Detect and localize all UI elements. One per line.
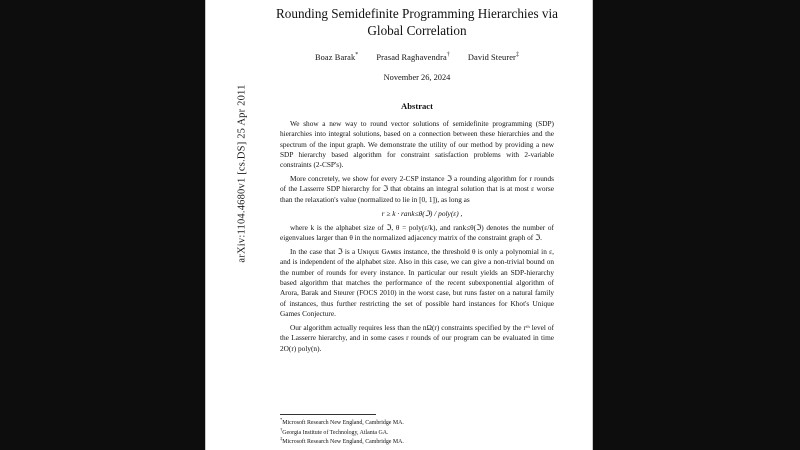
author-1 (315, 53, 358, 62)
footnote-3-mark: ‡ (280, 436, 283, 442)
author-3 (468, 53, 519, 62)
author-2-name: Prasad Raghavendra (376, 52, 447, 62)
footnote-2-text: Georgia Institute of Technology, Atlanta GA. (282, 429, 389, 436)
abstract-paragraph-3: where k is the alphabet size of ℑ, θ = poly(ε/k), and rank≤θ(ℑ) denotes the number of eigenvalues larger than θ in the normalized adjacency matrix of the constraint graph of ℑ. (280, 222, 554, 243)
abstract-paragraph-2: More concretely, we show for every 2-CSP instance ℑ a rounding algorithm for r rounds of the Lasserre SDP hierarchy for ℑ that obtains an integral solution that is at most ε worse than the relaxation's value (normalized to lie in [0, 1]), as long as (280, 174, 554, 204)
author-3-name: David Steurer (467, 52, 516, 62)
author-list (268, 53, 566, 62)
author-3-mark: ‡ (515, 51, 520, 58)
right-dark-margin (592, 0, 800, 450)
footnote-1-mark: * (280, 417, 283, 423)
page-content (268, 0, 566, 450)
footnote-1 (280, 419, 570, 429)
footnote-3 (280, 438, 570, 448)
author-2 (376, 53, 450, 62)
publication-date: November 26, 2024 (383, 72, 451, 82)
abstract-paragraph-4: In the case that ℑ is a Uɴɪǫᴜᴇ Gᴀᴍᴇs instance, the threshold θ is only a polynomial in ε, and is independent of the alphabet size. Also in this case, we can give a non-trivial bound on the number of rounds for every instance. In particular our result yields an SDP-hierarchy based algorithm that matches the performance of the recent subexponential algorithm of Arora, Barak and Steurer (FOCS 2010) in the worst case, but runs faster on a natural family of instances, thus further restricting the set of possible hard instances for Khot's Unique Games Conjecture. (280, 246, 554, 319)
abstract-body (280, 119, 554, 354)
abstract-paragraph-5: Our algorithm actually requires less than the nΩ(r) constraints specified by the rᵗʰ level of the Lasserre hierarchy, and in some cases r rounds of our program can be evaluated in time 2O(r) poly(n). (280, 322, 554, 353)
arxiv-identifier-stamp: arXiv:1104.4680v1 [cs.DS] 25 Apr 2011 (236, 84, 248, 263)
footnote-2-mark: † (280, 426, 283, 432)
abstract-paragraph-1: We show a new way to round vector solutions of semidefinite programming (SDP) hierarchies into integral solutions, based on a connection between these hierarchies and the spectrum of the input graph. We demonstrate the utility of our method by providing a new SDP hierarchy based algorithm for constraint satisfaction problems with 2-variable constraints (2-CSP's). (280, 118, 554, 170)
footnote-list (280, 419, 570, 448)
left-dark-margin (0, 0, 206, 450)
footnote-2 (280, 426, 570, 442)
author-1-mark: * (355, 51, 359, 58)
author-2-mark: † (446, 51, 450, 58)
display-equation: r ≥ k · rank≤θ(ℑ) / poly(ε) , (381, 208, 463, 218)
footnote-separator (280, 414, 376, 415)
author-1-name: Boaz Barak (314, 52, 356, 62)
footnote-3-text: Microsoft Research New England, Cambridge MA. (282, 439, 404, 446)
paper-title: Rounding Semidefinite Programming Hierarchies via Global Correlation (275, 6, 558, 38)
paper-page (206, 0, 592, 450)
abstract-heading: Abstract (401, 100, 433, 111)
footnote-1-text: Microsoft Research New England, Cambridge MA. (282, 420, 404, 427)
